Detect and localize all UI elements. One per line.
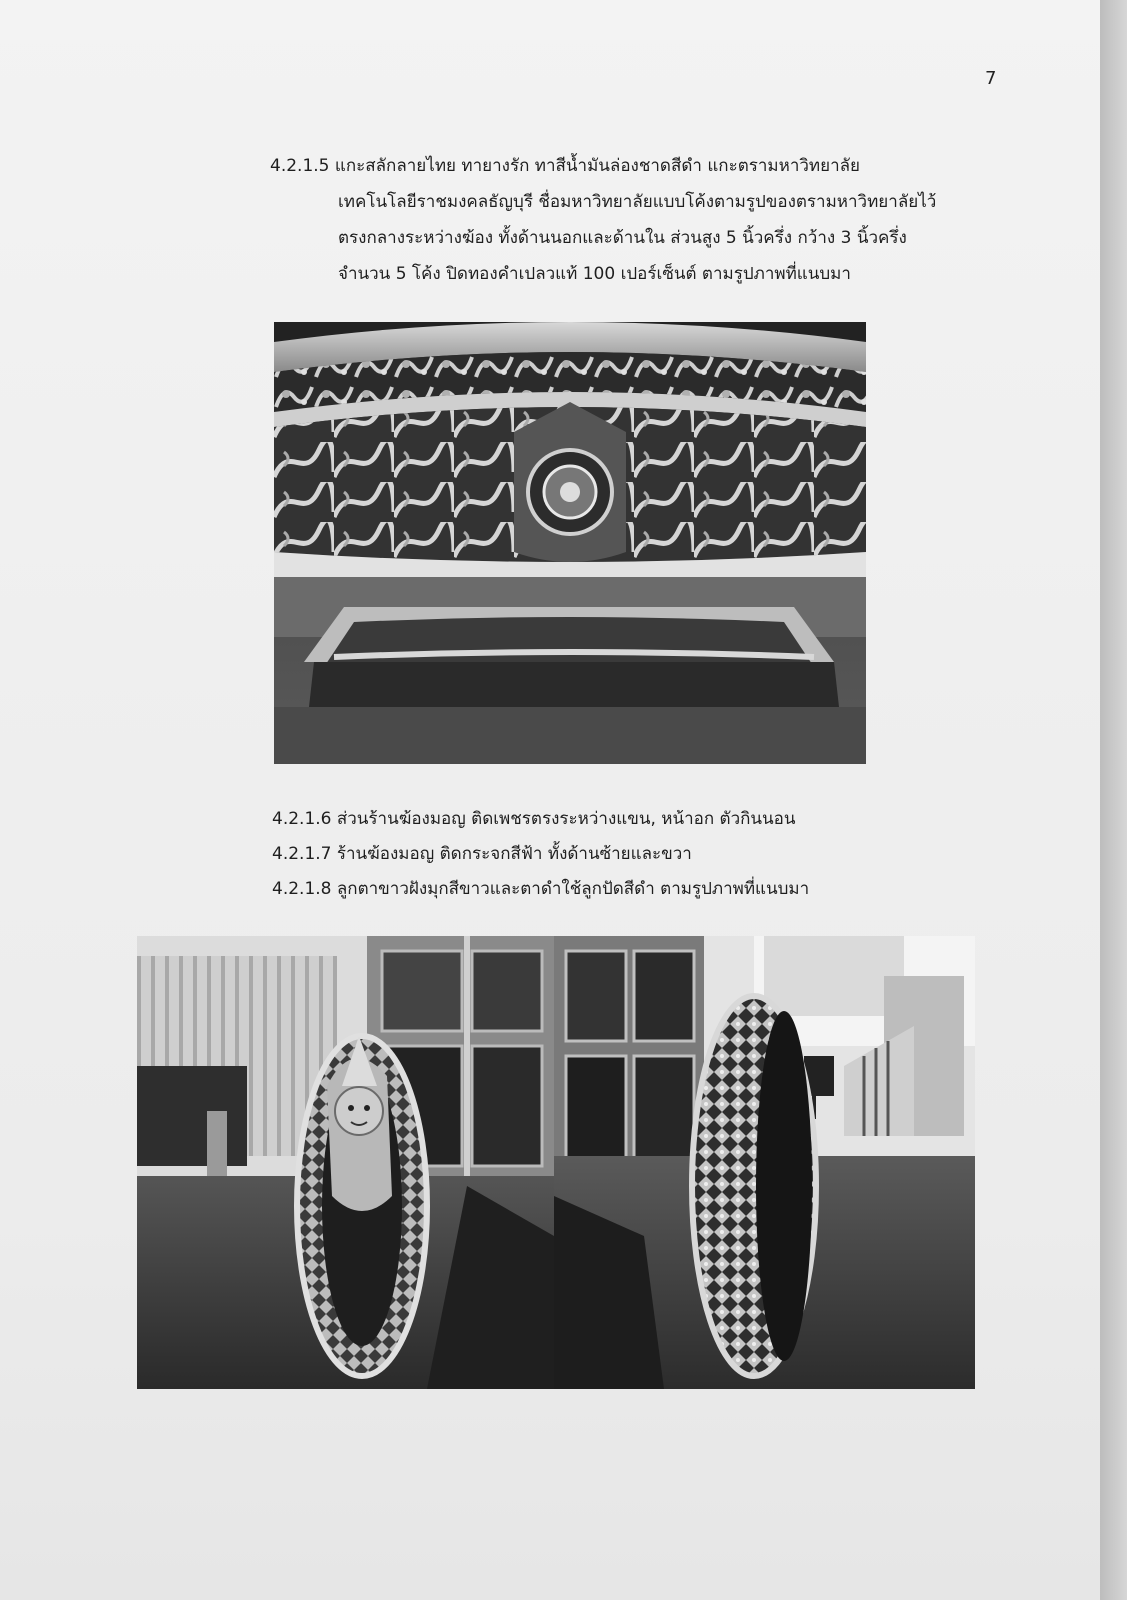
- item-4-2-1-5-line-1: 4.2.1.5 แกะสลักลายไทย ทายางรัก ทาสีน้ำมันล่องชาดสีดำ แกะตรามหาวิทยาลัย: [270, 156, 861, 176]
- item-4-2-1-6: 4.2.1.6 ส่วนร้านฆ้องมอญ ติดเพชรตรงระหว่างแขน, หน้าอก ตัวกินนอน: [272, 809, 796, 829]
- photo-gong-ends-right: [554, 936, 975, 1389]
- item-4-2-1-5-line-3: ตรงกลางระหว่างฆ้อง ทั้งด้านนอกและด้านใน ส่วนสูง 5 นิ้วครึ่ง กว้าง 3 นิ้วครึ่ง: [338, 228, 907, 248]
- photo-gong-ends-left-image: [137, 936, 554, 1389]
- photo-gong-ends-right-image: [554, 936, 975, 1389]
- item-4-2-1-5-line-4: จำนวน 5 โค้ง ปิดทองคำเปลวแท้ 100 เปอร์เซ็นต์ ตามรูปภาพที่แนบมา: [338, 264, 851, 284]
- photo-carved-emblem: [274, 322, 866, 764]
- background-edge: [1100, 0, 1127, 1600]
- item-4-2-1-5-line-2: เทคโนโลยีราชมงคลธัญบุรี ชื่อมหาวิทยาลัยแบบโค้งตามรูปของตรามหาวิทยาลัยไว้: [338, 192, 937, 212]
- photo-carved-emblem-image: [274, 322, 866, 764]
- item-4-2-1-7: 4.2.1.7 ร้านฆ้องมอญ ติดกระจกสีฟ้า ทั้งด้านซ้ายและขวา: [272, 844, 692, 864]
- item-4-2-1-8: 4.2.1.8 ลูกตาขาวฝังมุกสีขาวและตาดำใช้ลูกปัดสีดำ ตามรูปภาพที่แนบมา: [272, 879, 810, 899]
- photo-gong-ends-left: [137, 936, 554, 1389]
- page-number: 7: [985, 68, 997, 89]
